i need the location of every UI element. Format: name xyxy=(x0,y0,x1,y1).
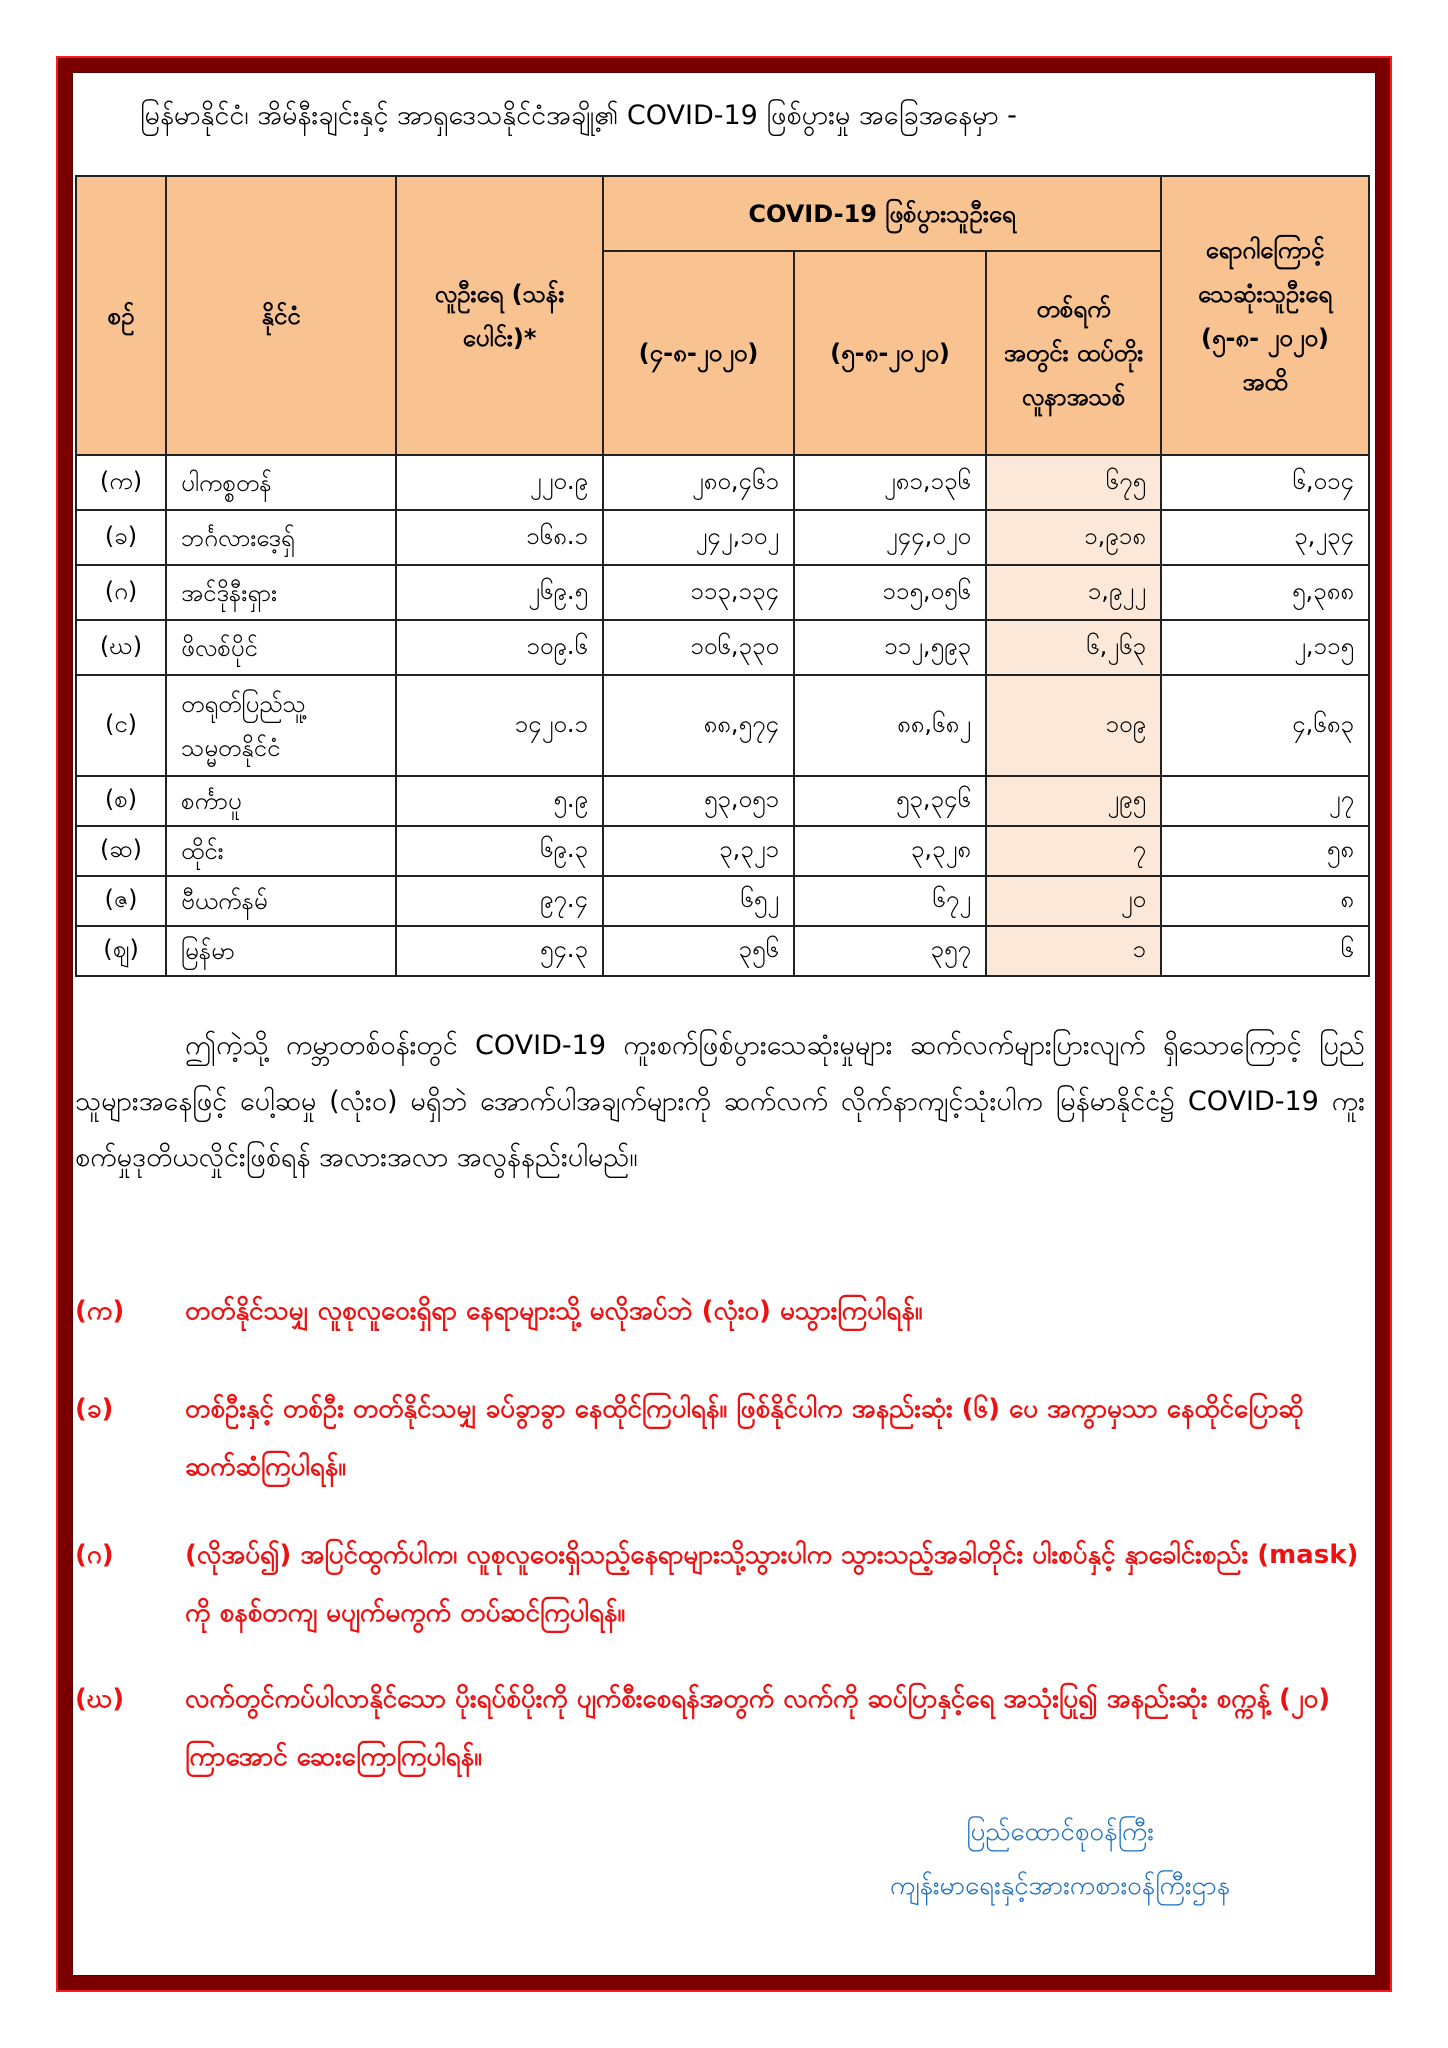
row-index: (ဆ) xyxy=(76,826,166,876)
row-index: (ခ) xyxy=(76,510,166,565)
header-country: နိုင်ငံ xyxy=(166,176,396,455)
row-country: တရုတ်ပြည်သူ့ သမ္မတနိုင်ငံ xyxy=(166,675,396,776)
advice-item xyxy=(75,1282,1365,1340)
row-index: (ဂ) xyxy=(76,565,166,620)
row-cases-date1: ၃၅၆ xyxy=(603,926,794,976)
row-increase: ၂၀ xyxy=(986,876,1161,926)
row-country: အင်ဒိုနီးရှား xyxy=(166,565,396,620)
row-deaths: ၃,၂၃၄ xyxy=(1161,510,1369,565)
row-deaths: ၈ xyxy=(1161,876,1369,926)
row-cases-date1: ၅၃,၀၅၁ xyxy=(603,776,794,826)
header-cases-date1: (၄-၈-၂၀၂၀) xyxy=(603,251,794,455)
row-cases-date2: ၃၅၇ xyxy=(794,926,986,976)
row-deaths: ၆,၀၁၄ xyxy=(1161,455,1369,510)
row-deaths: ၆ xyxy=(1161,926,1369,976)
row-cases-date2: ၂၄၄,၀၂၀ xyxy=(794,510,986,565)
advice-label: (ဃ) xyxy=(75,1684,125,1714)
row-cases-date1: ၈၈,၅၇၄ xyxy=(603,675,794,776)
row-increase: ၁၀၉ xyxy=(986,675,1161,776)
table-row xyxy=(76,926,1369,976)
table-row xyxy=(76,826,1369,876)
advice-text: (လိုအပ်၍) အပြင်ထွက်ပါက၊ လူစုလူဝေးရှိသည့်နေရာများသို့သွားပါက သွားသည့်အခါတိုင်း ပါးစပ်နှင့် နှာခေါင်းစည်း (mask) ကို စနစ်တကျ မပျက်မကွက် တပ်ဆင်ကြပါရန်။ xyxy=(185,1540,1359,1628)
summary-paragraph xyxy=(75,1018,1365,1186)
advice-item xyxy=(75,1526,1365,1642)
row-increase: ၆,၂၆၃ xyxy=(986,620,1161,675)
row-cases-date1: ၁၀၆,၃၃၀ xyxy=(603,620,794,675)
row-increase: ၇ xyxy=(986,826,1161,876)
row-increase: ၁ xyxy=(986,926,1161,976)
row-cases-date2: ၂၈၁,၁၃၆ xyxy=(794,455,986,510)
row-cases-date2: ၆၇၂ xyxy=(794,876,986,926)
row-population: ၁၆၈.၁ xyxy=(396,510,603,565)
header-cases-date2: (၅-၈-၂၀၂၀) xyxy=(794,251,986,455)
header-daily-increase: တစ်ရက် အတွင်း ထပ်တိုး လူနာအသစ် xyxy=(986,251,1161,455)
signature-title: ပြည်ထောင်စုဝန်ကြီး xyxy=(966,1817,1154,1847)
header-deaths: ရောဂါကြောင့် သေဆုံးသူဦးရေ (၅-၈- ၂၀၂၀) အထိ xyxy=(1161,176,1369,455)
advice-item xyxy=(75,1670,1365,1786)
row-population: ၅၄.၃ xyxy=(396,926,603,976)
table-row xyxy=(76,776,1369,826)
advice-text: လက်တွင်ကပ်ပါလာနိုင်သော ပိုးရပ်စ်ပိုးကို ပျက်စီးစေရန်အတွက် လက်ကို ဆပ်ပြာနှင့်ရေ အသုံးပြု၍ အနည်းဆုံး စက္ကန့် (၂၀) ကြာအောင် ဆေးကြောကြပါရန်။ xyxy=(185,1684,1331,1772)
row-index: (ဇ) xyxy=(76,876,166,926)
row-index: (င) xyxy=(76,675,166,776)
row-country: ဗီယက်နမ် xyxy=(166,876,396,926)
covid-stats-table xyxy=(75,175,1370,977)
header-population: လူဦးရေ (သန်းပေါင်း)* xyxy=(396,176,603,455)
row-cases-date2: ၅၃,၃၄၆ xyxy=(794,776,986,826)
table-row xyxy=(76,876,1369,926)
advice-label: (ဂ) xyxy=(75,1540,114,1570)
row-cases-date1: ၁၁၃,၁၃၄ xyxy=(603,565,794,620)
row-deaths: ၄,၆၈၃ xyxy=(1161,675,1369,776)
row-increase: ၆၇၅ xyxy=(986,455,1161,510)
table-row xyxy=(76,510,1369,565)
row-population: ၂၂၀.၉ xyxy=(396,455,603,510)
advice-item xyxy=(75,1380,1365,1496)
row-population: ၁၀၉.၆ xyxy=(396,620,603,675)
header-index: စဉ် xyxy=(76,176,166,455)
row-increase: ၂၉၅ xyxy=(986,776,1161,826)
row-cases-date1: ၂၈၀,၄၆၁ xyxy=(603,455,794,510)
row-country: ပါကစ္စတန် xyxy=(166,455,396,510)
row-cases-date2: ၈၈,၆၈၂ xyxy=(794,675,986,776)
row-deaths: ၂,၁၁၅ xyxy=(1161,620,1369,675)
table-row xyxy=(76,620,1369,675)
table-row xyxy=(76,675,1369,776)
row-increase: ၁,၉၁၈ xyxy=(986,510,1161,565)
row-cases-date2: ၁၁၅,၀၅၆ xyxy=(794,565,986,620)
row-index: (စ) xyxy=(76,776,166,826)
row-deaths: ၅,၃၈၈ xyxy=(1161,565,1369,620)
row-population: ၂၆၉.၅ xyxy=(396,565,603,620)
row-deaths: ၂၇ xyxy=(1161,776,1369,826)
row-country: ထိုင်း xyxy=(166,826,396,876)
row-cases-date2: ၃,၃၂၈ xyxy=(794,826,986,876)
row-population: ၅.၉ xyxy=(396,776,603,826)
row-population: ၉၇.၄ xyxy=(396,876,603,926)
row-country: ဖိလစ်ပိုင် xyxy=(166,620,396,675)
advice-text: တစ်ဦးနှင့် တစ်ဦး တတ်နိုင်သမျှ ခပ်ခွာခွာ နေထိုင်ကြပါရန်။ ဖြစ်နိုင်ပါက အနည်းဆုံး (၆) ပေ အကွာမှသာ နေထိုင်ပြောဆိုဆက်ဆံကြပါရန်။ xyxy=(185,1394,1304,1482)
advice-text: တတ်နိုင်သမျှ လူစုလူဝေးရှိရာ နေရာများသို့ မလိုအပ်ဘဲ (လုံးဝ) မသွားကြပါရန်။ xyxy=(185,1296,923,1326)
summary-paragraph-text: ဤကဲ့သို့ ကမ္ဘာတစ်ဝန်းတွင် COVID-19 ကူးစက်ဖြစ်ပွားသေဆုံးမှုများ ဆက်လက်များပြားလျက် ရှိသောကြောင့် ပြည်သူများအနေဖြင့် ပေါ့ဆမှု (လုံးဝ) မရှိဘဲ အောက်ပါအချက်များကို ဆက်လက် လိုက်နာကျင့်သုံးပါက မြန်မာနိုင်ငံ၌ COVID-19 ကူးစက်မှုဒုတိယလှိုင်းဖြစ်ရန် အလားအလာ အလွန်နည်းပါမည်။ xyxy=(75,1030,1365,1173)
advice-label: (က) xyxy=(75,1296,125,1326)
row-cases-date1: ၆၅၂ xyxy=(603,876,794,926)
row-index: (ဈ) xyxy=(76,926,166,976)
row-deaths: ၅၈ xyxy=(1161,826,1369,876)
row-cases-date1: ၃,၃၂၁ xyxy=(603,826,794,876)
row-country: စင်္ကာပူ xyxy=(166,776,396,826)
table-row xyxy=(76,565,1369,620)
row-index: (က) xyxy=(76,455,166,510)
header-cases-group: COVID-19 ဖြစ်ပွားသူဦးရေ xyxy=(603,176,1161,251)
row-population: ၁၄၂၀.၁ xyxy=(396,675,603,776)
row-index: (ဃ) xyxy=(76,620,166,675)
row-population: ၆၉.၃ xyxy=(396,826,603,876)
table-row xyxy=(76,455,1369,510)
document-title: မြန်မာနိုင်ငံ၊ အိမ်နီးချင်းနှင့် အာရှဒေသနိုင်ငံအချို့၏ COVID-19 ဖြစ်ပွားမှု အခြေအနေမှာ - xyxy=(140,100,1017,131)
row-increase: ၁,၉၂၂ xyxy=(986,565,1161,620)
advice-label: (ခ) xyxy=(75,1394,114,1424)
row-cases-date2: ၁၁၂,၅၉၃ xyxy=(794,620,986,675)
signature-ministry: ကျန်းမာရေးနှင့်အားကစားဝန်ကြီးဌာန xyxy=(889,1871,1231,1901)
row-cases-date1: ၂၄၂,၁၀၂ xyxy=(603,510,794,565)
row-country: မြန်မာ xyxy=(166,926,396,976)
row-country: ဘင်္ဂလားဒေ့ရှ် xyxy=(166,510,396,565)
